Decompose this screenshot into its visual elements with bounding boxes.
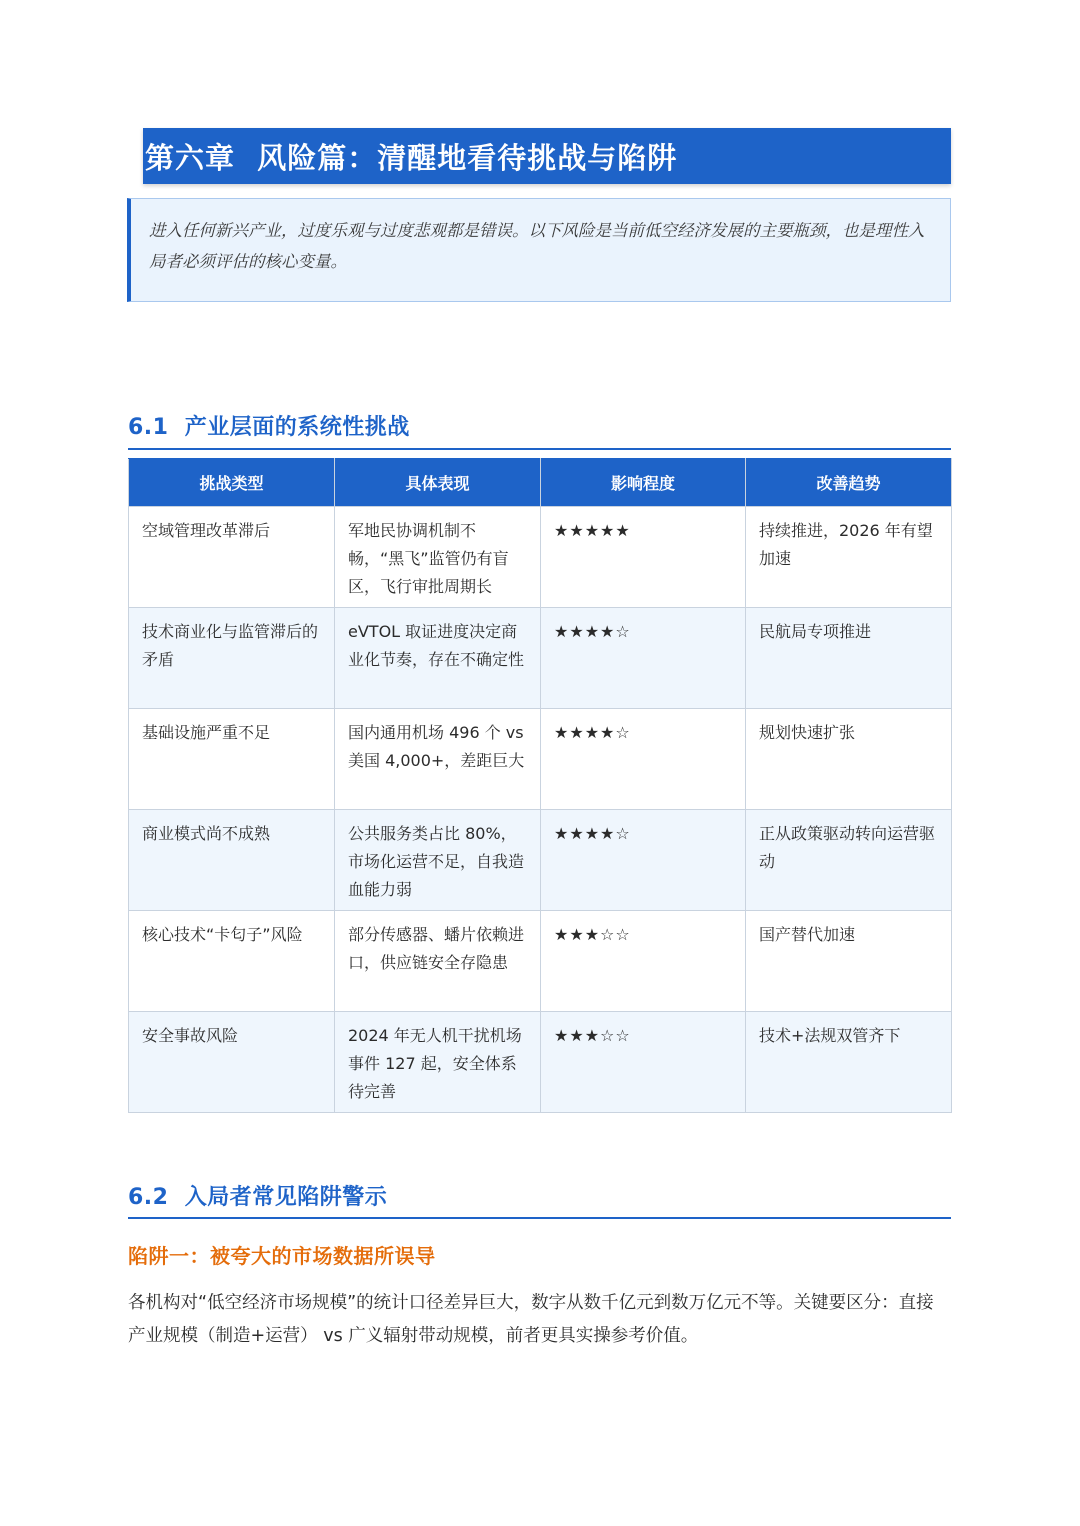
table-row — [129, 911, 952, 1012]
trap-1-paragraph: 各机构对“低空经济市场规模”的统计口径差异巨大，数字从数千亿元到数万亿元不等。关键要区分：直接产业规模（制造+运营） vs 广义辐射带动规模，前者更具实操参考价值。 — [128, 1293, 934, 1346]
chapter-title-banner — [143, 128, 951, 184]
intro-text: 进入任何新兴产业，过度乐观与过度悲观都是错误。以下风险是当前低空经济发展的主要瓶颈，也是理性入局者必须评估的核心变量。 — [149, 221, 925, 271]
section-heading-6-1 — [128, 406, 951, 450]
table-row — [129, 810, 952, 911]
table-row — [129, 709, 952, 810]
section-heading-6-2 — [128, 1176, 951, 1219]
detail-cell: 2024 年无人机干扰机场事件 127 起，安全体系待完善 — [335, 1012, 541, 1113]
impact-rating: ★★★☆☆ — [541, 1012, 746, 1113]
challenges-table — [128, 458, 952, 1113]
trend-cell: 技术+法规双管齐下 — [746, 1012, 952, 1113]
detail-cell: 公共服务类占比 80%，市场化运营不足，自我造血能力弱 — [335, 810, 541, 911]
table-row — [129, 608, 952, 709]
challenge-type-cell: 核心技术“卡匂子”风险 — [129, 911, 335, 1012]
challenge-type-cell: 基础设施严重不足 — [129, 709, 335, 810]
trend-cell: 正从政策驱动转向运营驱动 — [746, 810, 952, 911]
table-row — [129, 1012, 952, 1113]
table-header-row — [129, 459, 952, 507]
table-row — [129, 507, 952, 608]
section-title-6-1: 6.1 产业层面的系统性挑战 — [128, 415, 410, 440]
detail-cell: 军地民协调机制不畅，“黑飞”监管仍有盲区，飞行审批周期长 — [335, 507, 541, 608]
impact-rating: ★★★★☆ — [541, 810, 746, 911]
column-header: 具体表现 — [335, 459, 541, 507]
trend-cell: 国产替代加速 — [746, 911, 952, 1012]
impact-rating: ★★★★☆ — [541, 709, 746, 810]
challenge-type-cell: 空域管理改革滞后 — [129, 507, 335, 608]
trap-1-title: 陷阱一：被夸大的市场数据所误导 — [128, 1244, 436, 1268]
detail-cell: 国内通用机场 496 个 vs 美国 4,000+，差距巨大 — [335, 709, 541, 810]
impact-rating: ★★★★☆ — [541, 608, 746, 709]
detail-cell: eVTOL 取证进度决定商业化节奏，存在不确定性 — [335, 608, 541, 709]
chapter-title: 第六章 风险篇：清醒地看待挑战与陷阱 — [145, 140, 678, 175]
challenge-type-cell: 商业模式尚不成熟 — [129, 810, 335, 911]
column-header: 改善趋势 — [746, 459, 952, 507]
impact-rating: ★★★★★ — [541, 507, 746, 608]
trend-cell: 民航局专项推进 — [746, 608, 952, 709]
section-title-6-2: 6.2 入局者常见陷阱警示 — [128, 1185, 388, 1210]
column-header: 挑战类型 — [129, 459, 335, 507]
detail-cell: 部分传感器、蟠片依赖进口，供应链安全存隐患 — [335, 911, 541, 1012]
trend-cell: 规划快速扩张 — [746, 709, 952, 810]
impact-rating: ★★★☆☆ — [541, 911, 746, 1012]
column-header: 影响程度 — [541, 459, 746, 507]
challenge-type-cell: 技术商业化与监管滞后的矛盾 — [129, 608, 335, 709]
trend-cell: 持续推进，2026 年有望加速 — [746, 507, 952, 608]
challenge-type-cell: 安全事故风险 — [129, 1012, 335, 1113]
intro-callout — [127, 198, 951, 302]
